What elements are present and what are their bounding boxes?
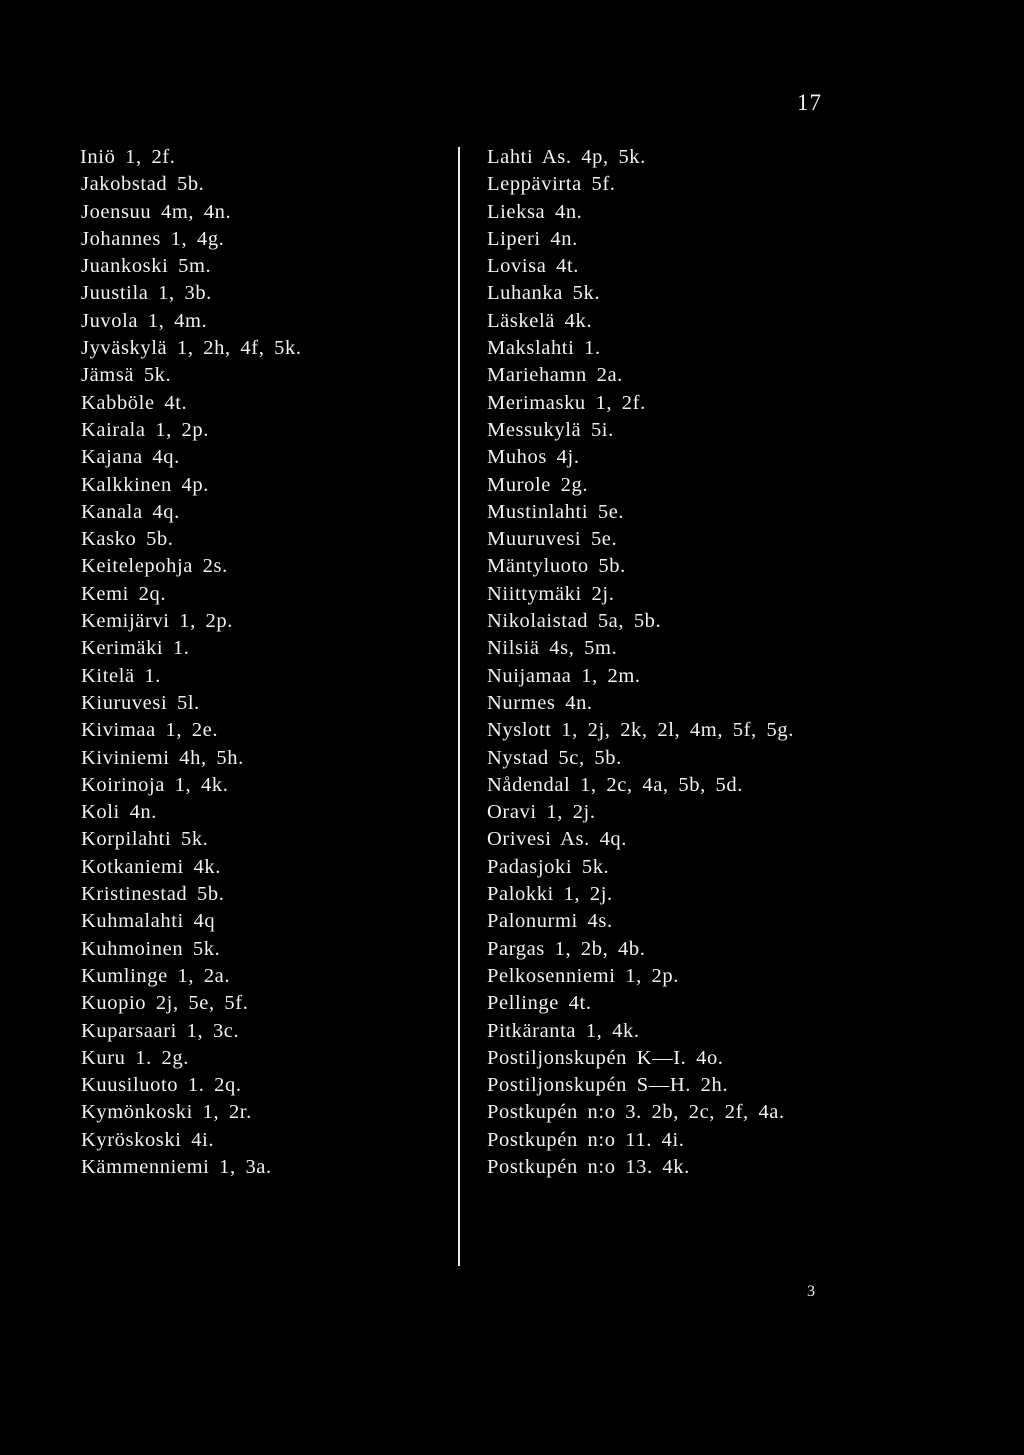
index-entry: Merimasku 1, 2f.	[487, 391, 646, 414]
index-entry: Postkupén n:o 13. 4k.	[487, 1155, 690, 1178]
index-entry: Niittymäki 2j.	[487, 582, 615, 605]
index-entry: Lieksa 4n.	[487, 200, 583, 223]
signature-mark: 3	[807, 1283, 815, 1300]
index-entry: Pargas 1, 2b, 4b.	[487, 937, 646, 960]
index-entry: Makslahti 1.	[487, 337, 601, 360]
index-entry: Nyslott 1, 2j, 2k, 2l, 4m, 5f, 5g.	[487, 719, 794, 742]
index-entry: Kyröskoski 4i.	[81, 1128, 215, 1151]
index-entry: Kämmenniemi 1, 3a.	[81, 1155, 272, 1178]
index-entry: Nurmes 4n.	[487, 691, 593, 714]
index-entry: Juustila 1, 3b.	[81, 282, 212, 305]
column-divider	[458, 147, 460, 1266]
index-entry: Koli 4n.	[81, 801, 157, 824]
index-entry: Luhanka 5k.	[487, 282, 601, 305]
index-entry: Mariehamn 2a.	[487, 364, 623, 387]
index-entry: Nådendal 1, 2c, 4a, 5b, 5d.	[487, 773, 743, 796]
index-entry: Kasko 5b.	[81, 528, 174, 551]
index-entry: Kiuruvesi 5l.	[81, 691, 200, 714]
index-entry: Läskelä 4k.	[487, 309, 593, 332]
index-entry: Kajana 4q.	[81, 446, 180, 469]
index-entry: Padasjoki 5k.	[487, 855, 610, 878]
index-entry: Mäntyluoto 5b.	[487, 555, 626, 578]
index-entry: Kumlinge 1, 2a.	[81, 964, 231, 987]
index-entry: Jämsä 5k.	[81, 364, 172, 387]
index-entry: Kuhmoinen 5k.	[81, 937, 221, 960]
index-entry: Kristinestad 5b.	[81, 883, 225, 906]
index-entry: Kymönkoski 1, 2r.	[81, 1101, 252, 1124]
index-entry: Kitelä 1.	[81, 664, 161, 687]
index-entry: Koirinoja 1, 4k.	[81, 773, 229, 796]
index-entry: Juvola 1, 4m.	[81, 309, 208, 332]
index-entry: Kuhmalahti 4q	[81, 910, 216, 933]
index-entry: Muuruvesi 5e.	[487, 528, 618, 551]
index-entry: Kerimäki 1.	[81, 637, 190, 660]
index-entry: Pelkosenniemi 1, 2p.	[487, 964, 679, 987]
index-entry: Postiljonskupén S—H. 2h.	[487, 1074, 729, 1097]
index-entry: Keitelepohja 2s.	[81, 555, 228, 578]
index-entry: Pellinge 4t.	[487, 992, 592, 1015]
index-entry: Nikolaistad 5a, 5b.	[487, 610, 662, 633]
index-entry: Kotkaniemi 4k.	[81, 855, 221, 878]
index-column-left	[80, 144, 302, 1181]
index-entry: Jyväskylä 1, 2h, 4f, 5k.	[81, 337, 302, 360]
index-entry: Kuopio 2j, 5e, 5f.	[81, 992, 249, 1015]
index-entry: Kivimaa 1, 2e.	[81, 719, 219, 742]
index-entry: Kabböle 4t.	[81, 391, 188, 414]
index-entry: Kuparsaari 1, 3c.	[81, 1019, 240, 1042]
index-entry: Pitkäranta 1, 4k.	[487, 1019, 640, 1042]
index-entry: Jakobstad 5b.	[81, 173, 205, 196]
index-entry: Korpilahti 5k.	[81, 828, 209, 851]
index-entry: Iniö 1, 2f.	[80, 146, 176, 168]
index-entry: Nystad 5c, 5b.	[487, 746, 622, 769]
index-entry: Palonurmi 4s.	[487, 910, 613, 933]
index-entry: Mustinlahti 5e.	[487, 500, 625, 523]
page-number: 17	[797, 90, 822, 115]
index-entry: Murole 2g.	[487, 473, 589, 496]
index-entry: Liperi 4n.	[487, 227, 578, 250]
index-entry: Kuusiluoto 1. 2q.	[81, 1074, 242, 1097]
index-entry: Kalkkinen 4p.	[81, 473, 209, 496]
index-entry: Kairala 1, 2p.	[81, 418, 209, 441]
index-entry: Postiljonskupén K—I. 4o.	[487, 1046, 724, 1069]
index-entry: Muhos 4j.	[487, 446, 580, 469]
index-entry: Messukylä 5i.	[487, 418, 614, 441]
index-entry: Lovisa 4t.	[487, 255, 579, 278]
index-entry: Nuijamaa 1, 2m.	[487, 664, 641, 687]
index-entry: Leppävirta 5f.	[487, 173, 616, 196]
index-entry: Kuru 1. 2g.	[81, 1046, 189, 1069]
index-entry: Kiviniemi 4h, 5h.	[81, 746, 244, 769]
index-column-right	[487, 144, 794, 1181]
index-entry: Kanala 4q.	[81, 500, 180, 523]
index-entry: Nilsiä 4s, 5m.	[487, 637, 618, 660]
index-entry: Johannes 1, 4g.	[81, 227, 225, 250]
index-entry: Kemi 2q.	[81, 582, 167, 605]
index-entry: Oravi 1, 2j.	[487, 801, 596, 824]
index-entry: Palokki 1, 2j.	[487, 883, 613, 906]
index-entry: Joensuu 4m, 4n.	[81, 200, 232, 223]
index-entry: Orivesi As. 4q.	[487, 828, 627, 851]
index-entry: Kemijärvi 1, 2p.	[81, 610, 233, 633]
index-entry: Postkupén n:o 11. 4i.	[487, 1128, 685, 1151]
index-entry: Lahti As. 4p, 5k.	[487, 146, 646, 168]
index-entry: Postkupén n:o 3. 2b, 2c, 2f, 4a.	[487, 1101, 785, 1124]
index-entry: Juankoski 5m.	[81, 255, 212, 278]
